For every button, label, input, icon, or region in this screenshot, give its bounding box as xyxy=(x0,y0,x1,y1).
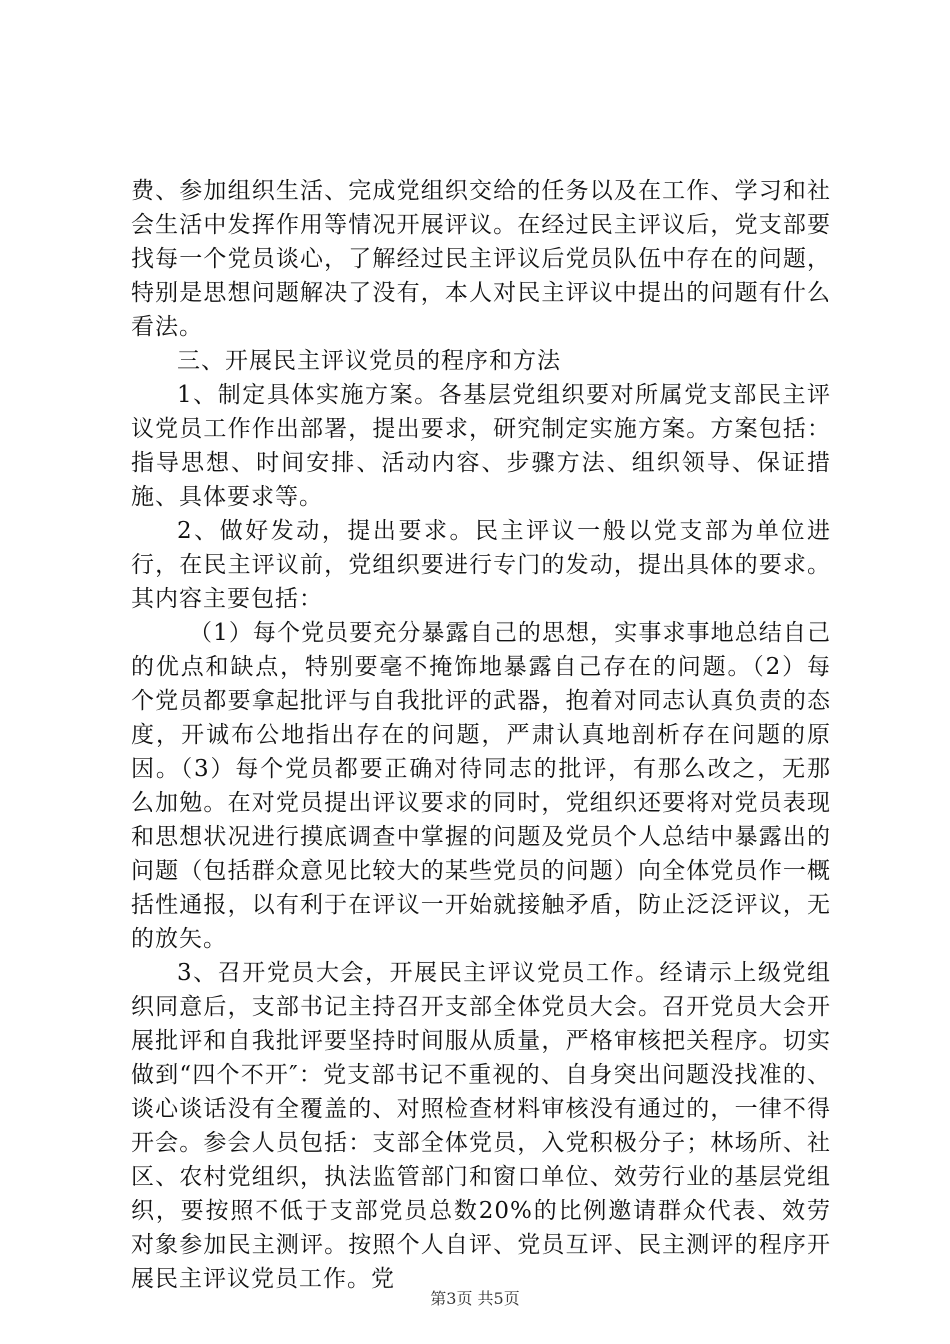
paragraph-continuation: 费、参加组织生活、完成党组织交给的任务以及在工作、学习和社会生活中发挥作用等情况开展评议。在经过民主评议后，党支部要找每一个党员谈心，了解经过民主评议后党员队伍中存在的问题，特别是思想问题解决了没有，本人对民主评议中提出的问题有什么看法。 xyxy=(131,178,831,340)
paragraph-step-3: 3、召开党员大会，开展民主评议党员工作。经请示上级党组织同意后，支部书记主持召开支部全体党员大会。召开党员大会开展批评和自我批评要坚持时间服从质量，严格审核把关程序。切实做到“四个不开″：党支部书记不重视的、自身突出问题没找准的、谈心谈话没有全覆盖的、对照检查材料审核没有通过的，一律不得开会。参会人员包括：支部全体党员，入党积极分子；林场所、社区、农村党组织，执法监管部门和窗口单位、效劳行业的基层党组织，要按照不低于支部党员总数20%的比例邀请群众代表、效劳对象参加民主测评。按照个人自评、党员互评、民主测评的程序开展民主评议党员工作。党 xyxy=(131,960,831,1292)
document-body xyxy=(131,174,831,1296)
section-heading: 三、开展民主评议党员的程序和方法 xyxy=(177,348,561,374)
paragraph-requirements: （1）每个党员要充分暴露自己的思想，实事求事地总结自己的优点和缺点，特别要毫不掩饰地暴露自己存在的问题。（2）每个党员都要拿起批评与自我批评的武器，抱着对同志认真负责的态度，开诚布公地指出存在的问题，严肃认真地剖析存在问题的原因。（3）每个党员都要正确对待同志的批评，有那么改之，无那么加勉。在对党员提出评议要求的同时，党组织还要将对党员表现和思想状况进行摸底调查中掌握的问题及党员个人总结中暴露出的问题（包括群众意见比较大的某些党员的问题）向全体党员作一概括性通报，以有利于在评议一开始就接触矛盾，防止泛泛评议，无的放矢。 xyxy=(131,620,831,952)
paragraph-step-1: 1、制定具体实施方案。各基层党组织要对所属党支部民主评议党员工作作出部署，提出要求，研究制定实施方案。方案包括：指导思想、时间安排、活动内容、步骤方法、组织领导、保证措施、具体要求等。 xyxy=(131,382,831,510)
paragraph-step-2: 2、做好发动，提出要求。民主评议一般以党支部为单位进行，在民主评议前，党组织要进行专门的发动，提出具体的要求。其内容主要包括： xyxy=(131,518,831,612)
page-number-footer: 第3页 共5页 xyxy=(430,1289,520,1308)
